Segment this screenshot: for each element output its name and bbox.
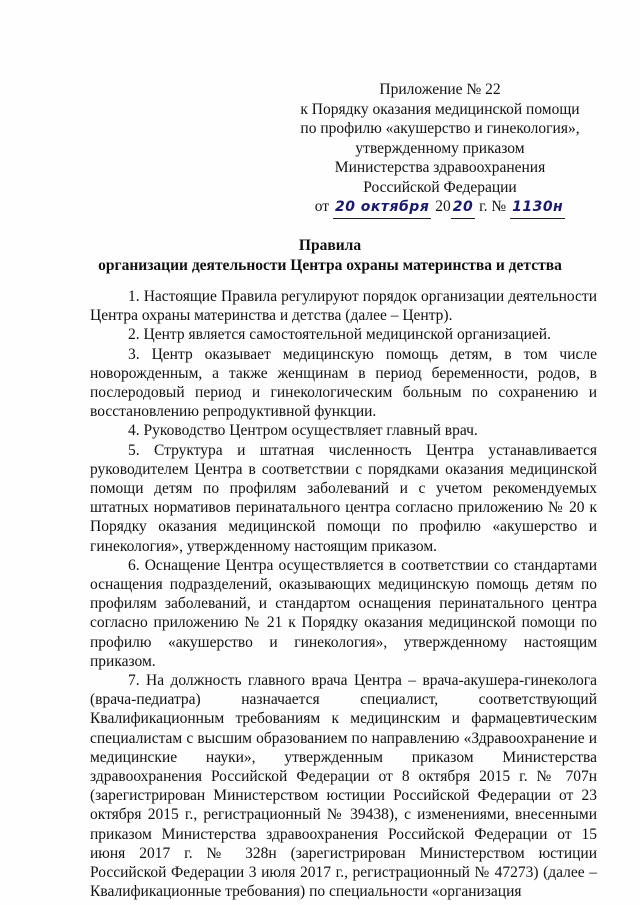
paragraph: 6. Оснащение Центра осуществляется в соответствии со стандартами оснащения подразделений, оказывающих медицинскую помощь детям по профилям заболеваний, и стандартом оснащения перинатального центра согласно приложению № 21 к Порядку оказания медицинской помощи по профилю «акушерство и гинекология», утвержденному настоящим приказом. — [90, 556, 597, 670]
approval-line: Министерства здравоохранения — [334, 159, 546, 176]
paragraph: 4. Руководство Центром осуществляет главный врач. — [128, 422, 478, 440]
date-prefix: от — [314, 198, 330, 215]
paragraph: 3. Центр оказывает медицинскую помощь детям, в том числе новорожденным, а также женщинам в период беременности, родов, в послеродовый период и гинекологическим больным по сохранению и восстановлению репродуктивной функции. — [90, 345, 597, 421]
paragraph: 2. Центр является самостоятельной медицинской организацией. — [128, 326, 551, 344]
paragraph: 7. На должность главного врача Центра – врача-акушера-гинеколога (врача-педиатра) назначается специалист, соответствующий Квалификационным требованиям к медицинским и фармацевтическим специалистам с высшим образованием по направлению «Здравоохранение и медицинские науки», утвержденным приказом Министерства здравоохранения Российской Федерации от 8 октября 2015 г. № 707н (зарегистрирован Министерством юстиции Российской Федерации от 23 октября 2015 г., регистрационный № 39438), с изменениями, внесенными приказом Министерства здравоохранения Российской Федерации от 15 июня 2017 г. № 328н (зарегистрирован Министерством юстиции Российской Федерации 3 июля 2017 г., регистрационный № 47273) (далее – Квалификационные требования) по специальности «организация — [90, 672, 597, 901]
document-title — [60, 236, 600, 276]
paragraph: 5. Структура и штатная численность Центра устанавливается руководителем Центра в соответствии с порядками оказания медицинской помощи детям по профилям заболеваний и с учетом рекомендуемых штатных нормативов перинатального центра согласно приложению № 20 к Порядку оказания медицинской помощи по профилю «акушерство и гинекология», утвержденному настоящим приказом. — [90, 441, 597, 555]
approval-line: утвержденному приказом — [355, 139, 525, 157]
title-line-1: Правила — [298, 237, 362, 254]
approval-line: Российской Федерации — [363, 178, 517, 196]
appendix-number: Приложение № 22 — [379, 81, 501, 98]
handwritten-date: 20 октября — [333, 198, 431, 219]
approval-date-line — [290, 197, 590, 219]
paragraph: 1. Настоящие Правила регулируют порядок организации деятельности Центра охраны материнства и детства (далее – Центр). — [90, 288, 597, 325]
handwritten-order-number: 1130н — [510, 198, 565, 219]
handwritten-year: 20 — [451, 198, 475, 219]
title-line-2: организации деятельности Центра охраны материнства и детства — [98, 257, 562, 274]
approval-block — [290, 80, 590, 219]
approval-line: к Порядку оказания медицинской помощи — [300, 100, 580, 118]
order-number-prefix: г. № — [479, 198, 507, 215]
document-body — [90, 287, 597, 902]
year-prefix: 20 — [435, 198, 451, 215]
approval-line: по профилю «акушерство и гинекология», — [300, 120, 580, 137]
